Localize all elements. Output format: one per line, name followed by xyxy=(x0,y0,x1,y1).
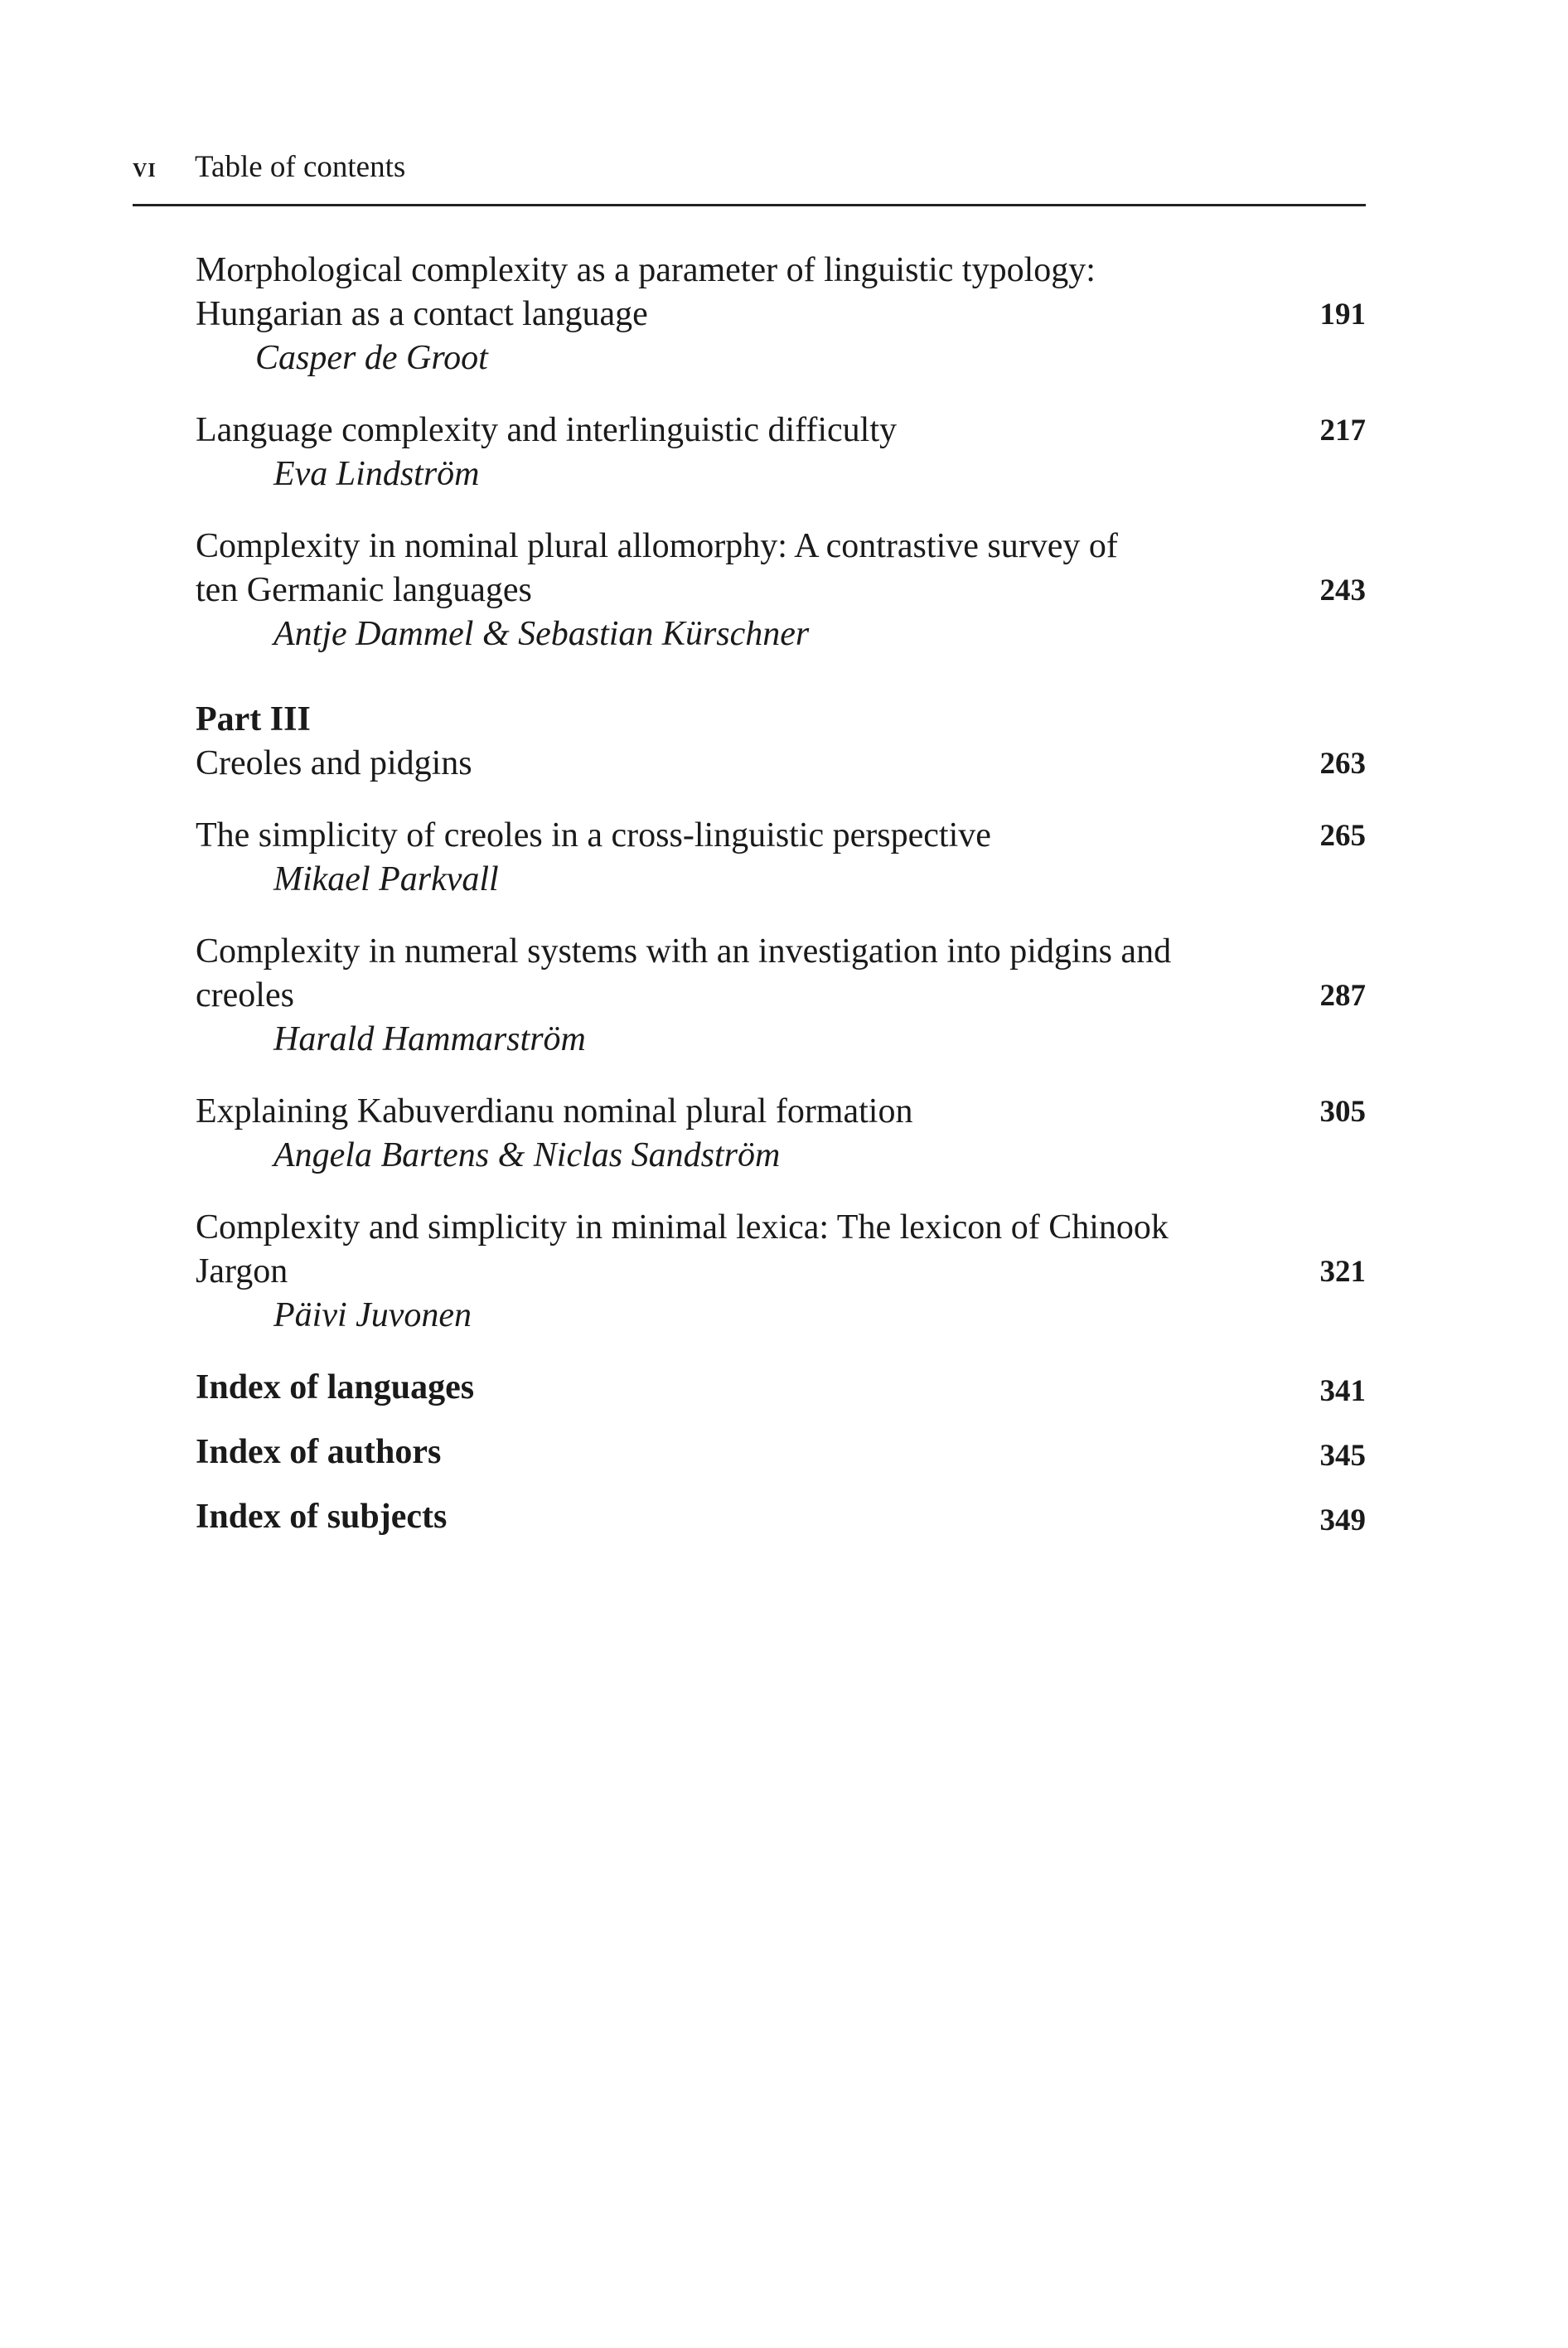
toc-entry-title-line: ten Germanic languages xyxy=(196,571,532,609)
index-title: Index of languages xyxy=(196,1368,475,1406)
toc-entry-author: Päivi Juvonen xyxy=(273,1296,472,1334)
toc-index-entry[interactable] xyxy=(196,1495,1366,1539)
toc-entry-author: Antje Dammel & Sebastian Kürschner xyxy=(273,615,810,653)
toc-entry-author: Eva Lindström xyxy=(273,455,480,493)
index-title: Index of authors xyxy=(196,1433,442,1471)
index-page: 345 xyxy=(1319,1439,1366,1473)
toc-entry-title xyxy=(196,249,1366,336)
toc-entry-title: The simplicity of creoles in a cross-linguistic perspective xyxy=(196,816,991,854)
toc-entry-title: Complexity and simplicity in minimal lexica: The lexicon of Chinook Jargon xyxy=(196,1208,1169,1290)
toc-part-entry[interactable] xyxy=(196,698,1366,786)
toc-entry[interactable] xyxy=(196,814,1366,902)
toc-entry-page: 243 xyxy=(1319,574,1366,608)
toc-entry-title-line: Morphological complexity as a parameter of linguistic typology: xyxy=(196,251,1096,289)
index-page: 341 xyxy=(1319,1374,1366,1408)
toc-entry-author: Angela Bartens & Niclas Sandström xyxy=(273,1136,781,1174)
toc-entry[interactable] xyxy=(196,409,1366,496)
toc-entry-title xyxy=(196,409,1366,453)
running-title: Table of contents xyxy=(195,150,406,184)
toc-entry-title xyxy=(196,525,1366,612)
toc-entry[interactable] xyxy=(196,249,1366,380)
toc-entry-title: Explaining Kabuverdianu nominal plural formation xyxy=(196,1092,913,1130)
toc-entry-page: 265 xyxy=(1319,819,1366,853)
toc-entry-page: 287 xyxy=(1319,979,1366,1013)
page-number: vi xyxy=(133,152,157,183)
toc-entry[interactable] xyxy=(196,1206,1366,1338)
index-title: Index of subjects xyxy=(196,1498,448,1536)
toc-index-entry[interactable] xyxy=(196,1431,1366,1474)
table-of-contents xyxy=(196,249,1366,1560)
toc-entry-title-line: Complexity in nominal plural allomorphy: A contrastive survey of xyxy=(196,527,1118,565)
toc-entry-title-line: Language complexity and interlinguistic difficulty xyxy=(196,411,898,449)
toc-entry-page: 305 xyxy=(1319,1095,1366,1129)
running-head xyxy=(133,149,1366,206)
toc-entry-page: 217 xyxy=(1319,414,1366,448)
toc-entry-title-line: Hungarian as a contact language xyxy=(196,295,648,333)
toc-entry-page: 191 xyxy=(1319,298,1366,332)
index-page: 349 xyxy=(1319,1503,1366,1537)
toc-entry-author: Mikael Parkvall xyxy=(273,860,499,898)
toc-entry-page: 321 xyxy=(1319,1255,1366,1289)
part-label: Part III xyxy=(196,700,311,738)
toc-index-entry[interactable] xyxy=(196,1366,1366,1410)
toc-entry[interactable] xyxy=(196,1090,1366,1178)
toc-entry-author: Harald Hammarström xyxy=(273,1020,586,1058)
toc-entry[interactable] xyxy=(196,525,1366,656)
part-page: 263 xyxy=(1319,747,1366,781)
toc-entry[interactable] xyxy=(196,930,1366,1062)
part-title: Creoles and pidgins xyxy=(196,744,472,782)
toc-entry-title: Complexity in numeral systems with an investigation into pidgins and creoles xyxy=(196,932,1172,1014)
toc-entry-author: Casper de Groot xyxy=(255,339,488,377)
